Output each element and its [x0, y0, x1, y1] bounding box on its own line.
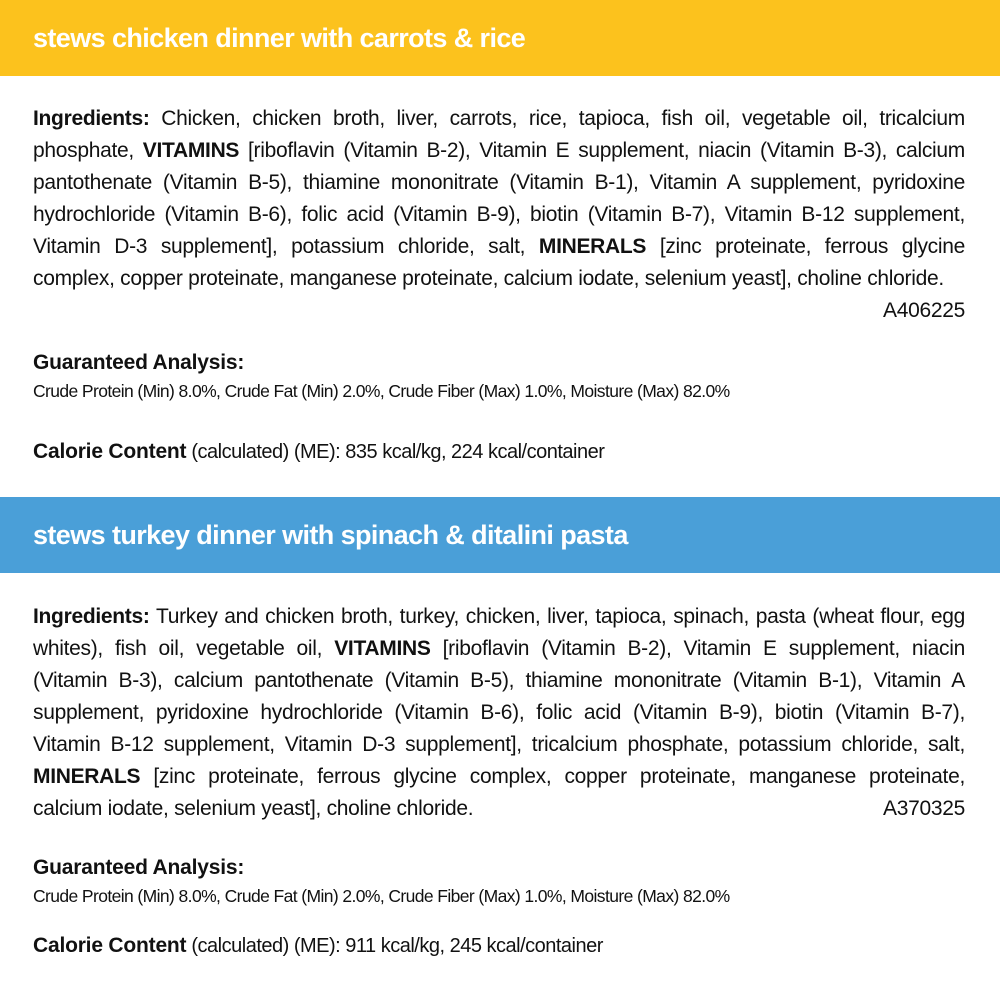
product-1-calorie-content [33, 438, 604, 466]
product-code: A406225 [883, 299, 965, 322]
calorie-content-text: (calculated) (ME): 835 kcal/kg, 224 kcal/container [186, 441, 605, 463]
product-2-banner [0, 497, 1000, 573]
calorie-content-text: (calculated) (ME): 911 kcal/kg, 245 kcal/container [186, 935, 603, 957]
minerals-label: MINERALS [33, 765, 141, 788]
minerals-label: MINERALS [538, 235, 647, 258]
product-code: A370325 [883, 797, 965, 820]
product-1-title: stews chicken dinner with carrots & rice [33, 22, 526, 53]
product-1-banner [0, 0, 1000, 76]
ingredients-label: Ingredients: [33, 107, 150, 130]
ingredients-text-b: [riboflavin (Vitamin B-2), Vitamin E supplement, niacin (Vitamin B-3), calcium pantothenate (Vitamin B-5), thiamine mononitrate (Vitamin B-1), Vitamin A supplement, pyridoxine hydrochloride (Vitamin B-6), folic acid (Vitamin B-9), biotin (Vitamin B-7), Vitamin B-12 supplement, Vitamin D-3 supplement], tricalcium phosphate, potassium chloride, salt, [33, 637, 965, 756]
ingredients-label: Ingredients: [33, 605, 150, 628]
calorie-content-label: Calorie Content [33, 440, 187, 463]
calorie-content-label: Calorie Content [33, 934, 187, 957]
product-2-guaranteed-analysis [33, 854, 730, 910]
product-2-title: stews turkey dinner with spinach & ditalini pasta [33, 519, 628, 550]
guaranteed-analysis-text: Crude Protein (Min) 8.0%, Crude Fat (Min) 2.0%, Crude Fiber (Max) 1.0%, Moisture (Max) 82.0% [33, 886, 730, 906]
guaranteed-analysis-label: Guaranteed Analysis: [33, 351, 245, 374]
ingredients-text-a: Turkey and chicken broth, turkey, chicken, liver, tapioca, spinach, pasta (wheat flour, egg whites), fish oil, vegetable oil, [33, 605, 965, 660]
ingredients-text-a: Chicken, chicken broth, liver, carrots, rice, tapioca, fish oil, vegetable oil, tricalcium phosphate, [33, 107, 965, 162]
product-2-details [33, 601, 965, 957]
ingredients-text-b: [riboflavin (Vitamin B-2), Vitamin E supplement, niacin (Vitamin B-3), calcium pantothenate (Vitamin B-5), thiamine mononitrate (Vitamin B-1), Vitamin A supplement, pyridoxine hydrochloride (Vitamin B-6), folic acid (Vitamin B-9), biotin (Vitamin B-7), Vitamin B-12 supplement, Vitamin D-3 supplement], potassium chloride, salt, [33, 139, 965, 258]
product-2-calorie-content [33, 932, 603, 960]
vitamins-label: VITAMINS [142, 139, 240, 162]
product-2-ingredients [33, 601, 965, 825]
ingredients-text-c: [zinc proteinate, ferrous glycine complex, copper proteinate, manganese proteinate, calcium iodate, selenium yeast], choline chloride. [33, 765, 965, 820]
product-1-details [33, 103, 965, 463]
guaranteed-analysis-label: Guaranteed Analysis: [33, 856, 245, 879]
vitamins-label: VITAMINS [334, 637, 431, 660]
ingredients-text-c: [zinc proteinate, ferrous glycine complex, copper proteinate, manganese proteinate, calcium iodate, selenium yeast], choline chloride. [33, 235, 965, 290]
product-1-ingredients [33, 103, 965, 322]
guaranteed-analysis-text: Crude Protein (Min) 8.0%, Crude Fat (Min) 2.0%, Crude Fiber (Max) 1.0%, Moisture (Max) 82.0% [33, 381, 730, 401]
product-1-guaranteed-analysis [33, 349, 730, 405]
